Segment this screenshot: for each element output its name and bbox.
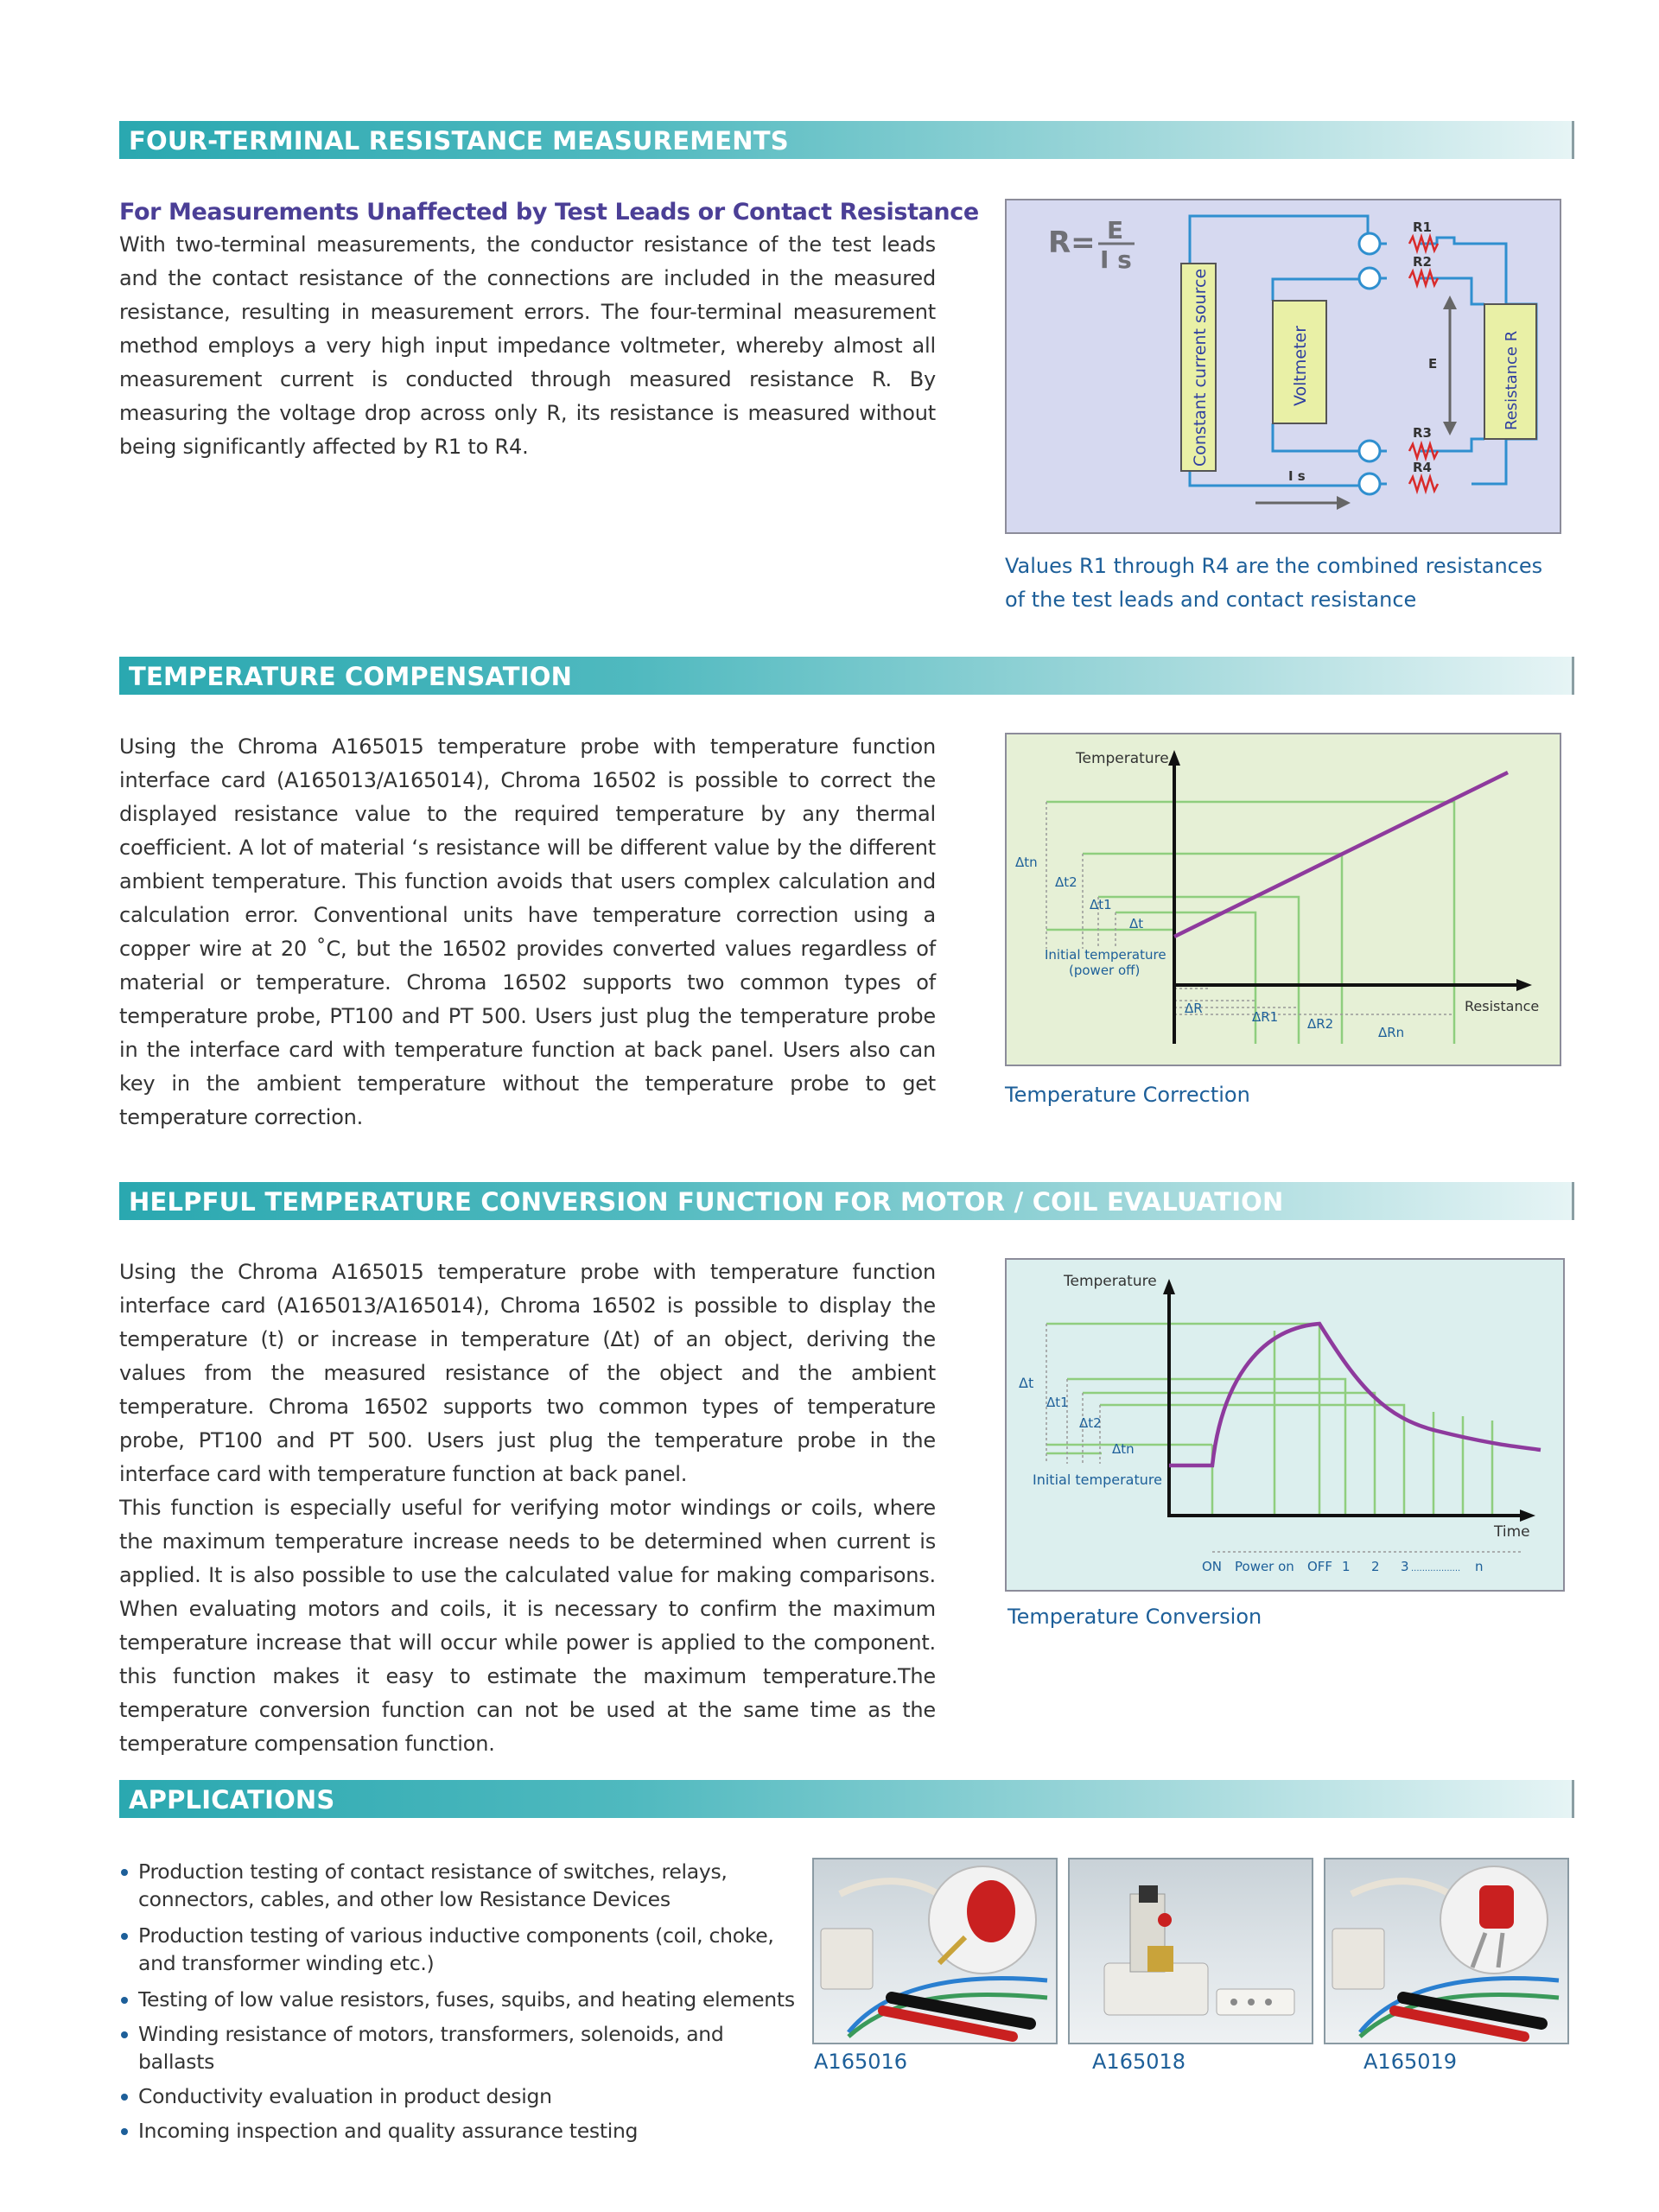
photo-label-a165018: A165018: [1092, 2050, 1186, 2074]
list-item-line: Conductivity evaluation in product design: [138, 2084, 552, 2108]
tick-ellipsis: ..................: [1411, 1564, 1461, 1573]
list-item-line: Production testing of various inductive components (coil, choke,: [138, 1923, 774, 1948]
list-item: [119, 1922, 802, 1977]
list-item-line: and transformer winding etc.): [138, 1951, 435, 1975]
tick-on: ON: [1202, 1559, 1223, 1574]
bullet-icon: [121, 2094, 128, 2101]
list-item-line: connectors, cables, and other low Resistance Devices: [138, 1887, 671, 1911]
photo-label-a165019: A165019: [1363, 2050, 1458, 2074]
r1-label: R1: [1413, 219, 1432, 235]
section-header-four-terminal: [119, 121, 1574, 159]
delta-rn-label: ΔRn: [1378, 1025, 1405, 1040]
x-axis-label: Time: [1494, 1523, 1530, 1541]
tick-off: OFF: [1307, 1559, 1333, 1574]
list-item: [119, 2020, 802, 2075]
applications-list: [119, 1858, 802, 2152]
delta-r2-label: ΔR2: [1307, 1016, 1334, 1032]
four-terminal-diagram: [1005, 199, 1561, 534]
tick-2: 2: [1371, 1559, 1380, 1574]
four-terminal-paragraph: With two-terminal measurements, the conductor resistance of the test leads and the contact resistance of the connections are included in the measured resistance, resulting in measurement errors. The four-terminal measurement method employs a very high input impedance voltmeter, whereby almost all measurement current is conducted through measured resistance R. By measuring the voltage drop across only R, its resistance is measured without being significantly affected by R1 to R4.: [119, 232, 936, 459]
tick-1: 1: [1342, 1559, 1351, 1574]
list-item-line: Production testing of contact resistance of switches, relays,: [138, 1859, 728, 1884]
voltmeter-label: Voltmeter: [1291, 325, 1310, 406]
photo-label-a165016: A165016: [814, 2050, 908, 2074]
resistance-r-label: Resistance R: [1503, 330, 1521, 430]
list-item: [119, 2082, 802, 2110]
delta-t-label: Δt: [1019, 1375, 1034, 1391]
tick-3: 3: [1401, 1559, 1409, 1574]
product-photo-a165019: [1324, 1858, 1569, 2044]
delta-t-label: Δt: [1129, 916, 1144, 931]
section-title: FOUR-TERMINAL RESISTANCE MEASUREMENTS: [129, 126, 789, 156]
r4-label: R4: [1413, 460, 1432, 475]
delta-tn-label: Δtn: [1015, 855, 1038, 870]
list-item-line: Testing of low value resistors, fuses, squibs, and heating elements: [138, 1987, 795, 2012]
bullet-icon: [121, 1869, 128, 1876]
formula-numerator: E: [1107, 216, 1124, 245]
delta-t2-label: Δt2: [1079, 1415, 1102, 1431]
initial-temperature-label: Initial temperature: [1033, 1471, 1162, 1488]
section-header-applications: [119, 1780, 1574, 1818]
product-photo-a165016: [812, 1858, 1058, 2044]
delta-t1-label: Δt1: [1046, 1395, 1069, 1410]
delta-t1-label: Δt1: [1090, 897, 1112, 912]
list-item: [119, 1986, 802, 2013]
four-terminal-caption: Values R1 through R4 are the combined resistances of the test leads and contact resistance: [1005, 554, 1543, 612]
bullet-icon: [121, 1933, 128, 1940]
current-source-label: Constant current source: [1191, 268, 1210, 467]
bullet-icon: [121, 1997, 128, 2004]
temperature-correction-caption: Temperature Correction: [1005, 1083, 1250, 1107]
delta-r1-label: ΔR1: [1252, 1009, 1279, 1025]
bullet-icon: [121, 2128, 128, 2135]
delta-t2-label: Δt2: [1055, 874, 1077, 890]
product-photo-a165018: [1068, 1858, 1313, 2044]
section-title: TEMPERATURE COMPENSATION: [129, 662, 573, 691]
e-label: E: [1428, 356, 1438, 372]
list-item-line: Incoming inspection and quality assurance testing: [138, 2119, 639, 2143]
delta-r-label: ΔR: [1185, 1001, 1203, 1016]
r2-label: R2: [1413, 254, 1432, 270]
temperature-conversion-caption: Temperature Conversion: [1007, 1605, 1262, 1629]
bullet-icon: [121, 2031, 128, 2038]
tick-n: n: [1475, 1559, 1484, 1574]
section-title: APPLICATIONS: [129, 1785, 335, 1815]
initial-temperature-sub: (power off): [1069, 963, 1141, 978]
formula-lhs: R=: [1048, 226, 1096, 260]
delta-tn-label: Δtn: [1112, 1441, 1135, 1457]
is-label: I s: [1288, 468, 1306, 484]
temperature-conversion-chart: [1005, 1258, 1565, 1592]
temperature-conversion-paragraph-2: This function is especially useful for verifying motor windings or coils, where the maximum temperature increase needs to be determined when current is applied. It is also possible to use the calculated value for making comparisons. When evaluating motors and coils, it is necessary to confirm the maximum temperature increase that will occur while power is applied to the component. this function makes it easy to estimate the maximum temperature.The temperature conversion function can not be used at the same time as the temperature compensation function.: [119, 1496, 936, 1756]
list-item-line: Winding resistance of motors, transformers, solenoids, and ballasts: [138, 2022, 724, 2074]
list-item: [119, 2117, 802, 2145]
r3-label: R3: [1413, 425, 1432, 441]
formula-denominator: I s: [1100, 245, 1132, 274]
section-header-temperature-conversion: [119, 1182, 1574, 1220]
y-axis-label: Temperature: [1076, 750, 1169, 767]
tick-power-on: Power on: [1235, 1559, 1294, 1574]
temperature-conversion-paragraph-1: Using the Chroma A165015 temperature probe with temperature function interface card (A165013/A165014), Chroma 16502 is possible to display the temperature (t) or increase in temperature (Δt) of an object, deriving the values from the measured resistance of the object and the ambient temperature. Chroma 16502 supports two common types of temperature probe, PT100 and PT 500. Users just plug the temperature probe in the interface card with temperature function at back panel.: [119, 1260, 936, 1486]
section-subheading: For Measurements Unaffected by Test Leads or Contact Resistance: [119, 199, 979, 226]
section-title: HELPFUL TEMPERATURE CONVERSION FUNCTION FOR MOTOR / COIL EVALUATION: [129, 1187, 1284, 1217]
temperature-correction-chart: [1005, 733, 1561, 1066]
list-item: [119, 1858, 802, 1913]
initial-temperature-label: Initial temperature: [1045, 947, 1166, 963]
temperature-compensation-paragraph: Using the Chroma A165015 temperature probe with temperature function interface card (A165013/A165014), Chroma 16502 is possible to correct the displayed resistance value to the required temperature by any thermal coefficient. A lot of material ‘s resistance will be different value by the different ambient temperature. This function avoids that users complex calculation and calculation error. Conventional units have temperature correction using a copper wire at 20 ˚C, but the 16502 provides converted values regardless of material or temperature. Chroma 16502 supports two common types of temperature probe, PT100 and PT 500. Users just plug the temperature probe in the interface card with temperature function at back panel. Users also can key in the ambient temperature without the temperature probe to get temperature correction.: [119, 734, 936, 1129]
y-axis-label: Temperature: [1064, 1273, 1157, 1290]
x-axis-label: Resistance: [1465, 998, 1540, 1014]
section-header-temperature-compensation: [119, 657, 1574, 695]
